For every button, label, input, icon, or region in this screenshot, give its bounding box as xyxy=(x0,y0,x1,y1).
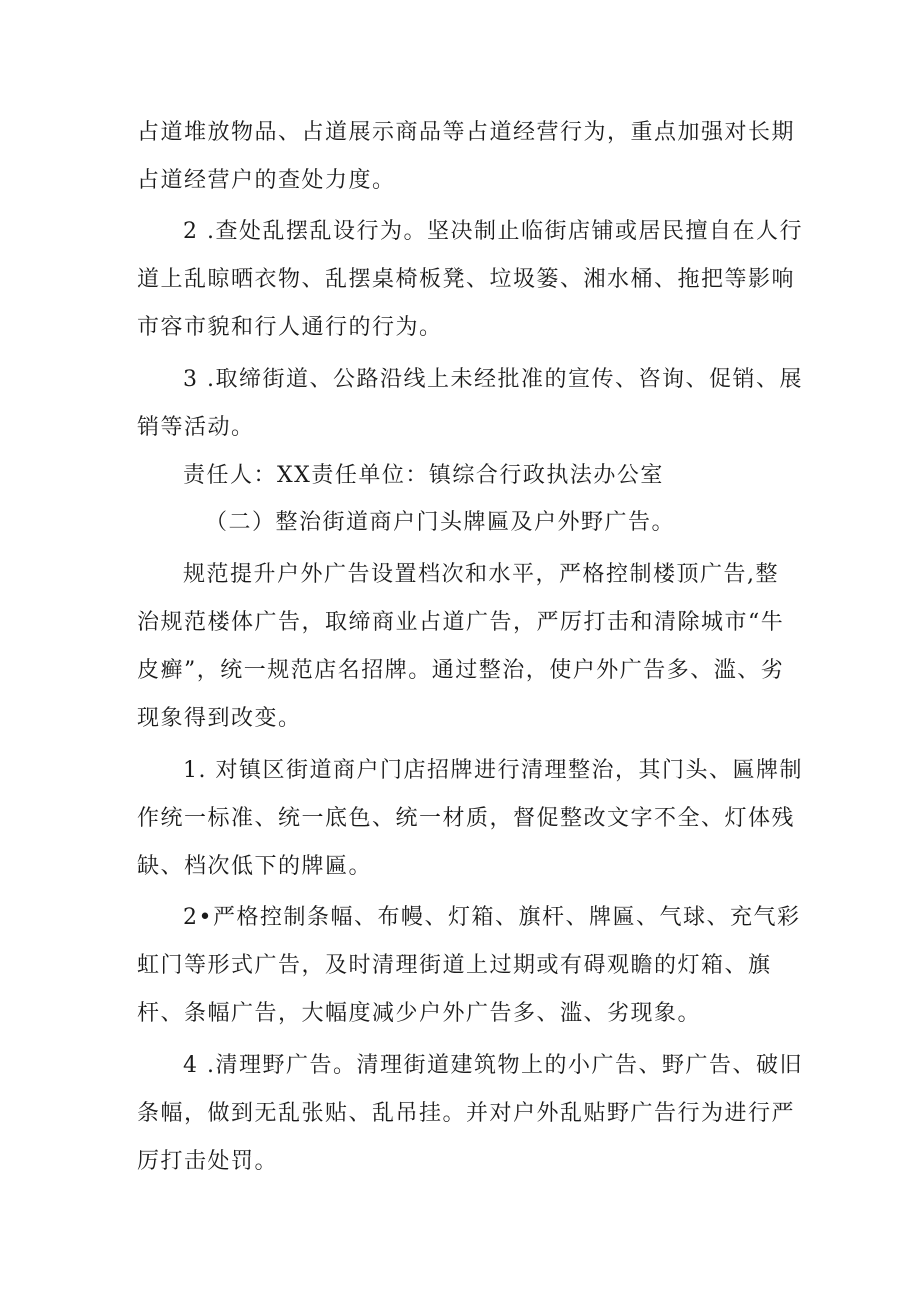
paragraph-5-line-3: 缺、档次低下的牌匾。 xyxy=(137,854,373,879)
section-heading: （二）整治街道商户门头牌匾及户外野广告。 xyxy=(205,510,676,535)
paragraph-1-line-1: 占道堆放物品、占道展示商品等占道经营行为，重点加强对长期 xyxy=(137,120,796,145)
paragraph-2-line-2: 道上乱晾晒衣物、乱摆桌椅板凳、垃圾篓、湘水桶、拖把等影响 xyxy=(137,267,796,292)
paragraph-7-line-1: 4 .清理野广告。清理街道建筑物上的小广告、野广告、破旧 xyxy=(183,1053,803,1078)
paragraph-5-line-2: 作统一标准、统一底色、统一材质，督促整改文字不全、灯体残 xyxy=(137,806,796,831)
paragraph-7-line-3: 厉打击处罚。 xyxy=(137,1149,279,1174)
paragraph-4-line-1: 规范提升户外广告设置档次和水平，严格控制楼顶广告,整 xyxy=(183,562,779,587)
paragraph-3-line-2: 销等活动。 xyxy=(137,415,255,440)
paragraph-2-line-3: 市容市貌和行人通行的行为。 xyxy=(137,315,443,340)
paragraph-6-line-1: 2•严格控制条幅、布幔、灯箱、旗杆、牌匾、气球、充气彩 xyxy=(183,905,801,930)
paragraph-4-line-3: 皮癣”，统一规范店名招牌。通过整治，使户外广告多、滥、劣 xyxy=(137,658,785,683)
paragraph-6-line-2: 虹门等形式广告，及时清理街道上过期或有碍观瞻的灯箱、旗 xyxy=(137,953,772,978)
responsibility-line: 责任人：XX责任单位：镇综合行政执法办公室 xyxy=(183,463,664,488)
paragraph-3-line-1: 3 .取缔街道、公路沿线上未经批准的宣传、咨询、促销、展 xyxy=(183,367,803,392)
paragraph-4-line-4: 现象得到改变。 xyxy=(137,706,302,731)
paragraph-7-line-2: 条幅，做到无乱张贴、乱吊挂。并对户外乱贴野广告行为进行严 xyxy=(137,1101,796,1126)
paragraph-6-line-3: 杆、条幅广告，大幅度减少户外广告多、滥、劣现象。 xyxy=(137,1001,702,1026)
paragraph-5-line-1: 1. 对镇区街道商户门店招牌进行清理整治，其门头、匾牌制 xyxy=(183,758,803,783)
paragraph-4-line-2: 治规范楼体广告，取缔商业占道广告，严厉打击和清除城市“牛 xyxy=(137,610,785,635)
paragraph-1-line-2: 占道经营户的查处力度。 xyxy=(137,168,396,193)
paragraph-2-line-1: 2 .查处乱摆乱设行为。坚决制止临街店铺或居民擅自在人行 xyxy=(183,219,803,244)
